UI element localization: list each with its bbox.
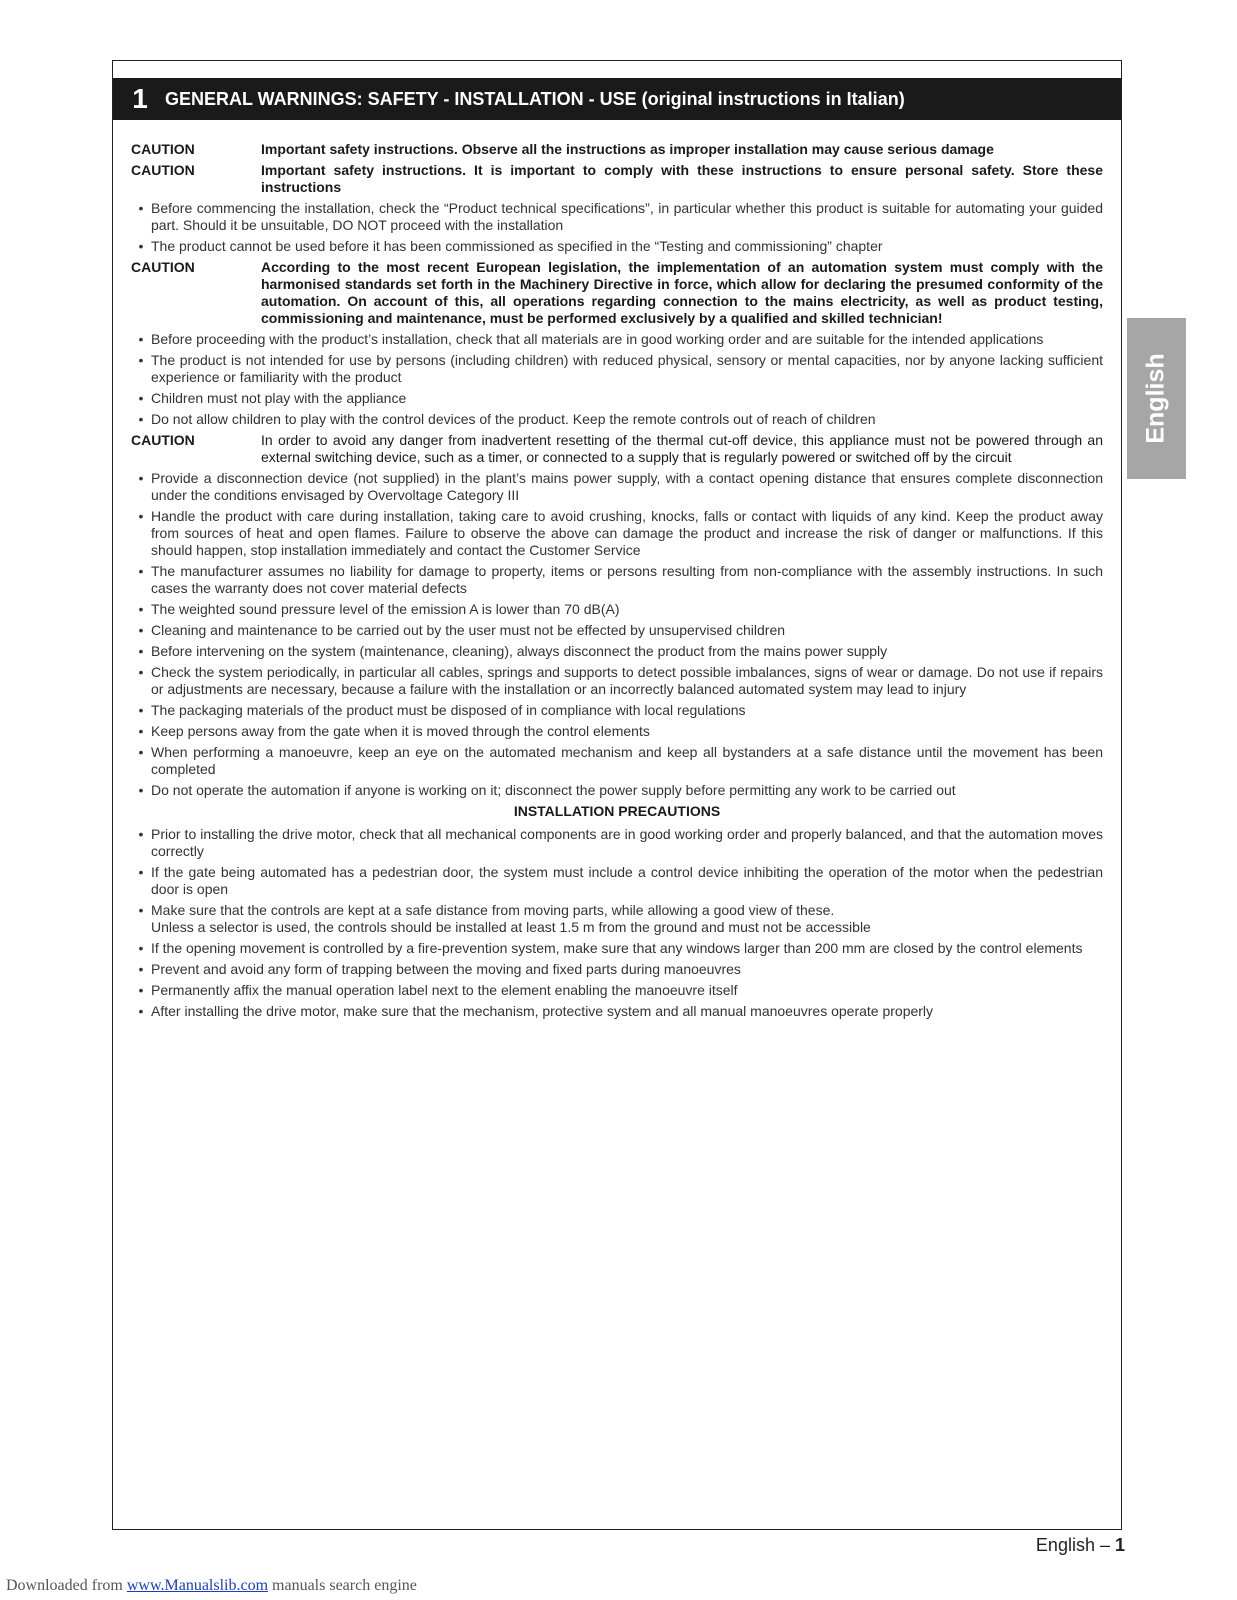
content-frame (112, 60, 1122, 1530)
list-item (131, 411, 1103, 428)
caution-block (131, 432, 1103, 466)
bullet-icon: • (138, 390, 144, 406)
list-item (131, 601, 1103, 618)
list-item (131, 940, 1103, 957)
page-number (1036, 1535, 1125, 1556)
bullet-icon: • (138, 470, 144, 486)
list-item-text: Prevent and avoid any form of trapping between the moving and fixed parts during manoeuvres (151, 961, 741, 977)
list-item-text: Before commencing the installation, check the “Product technical specifications”, in particular whether this product is suitable for automating your guided part. Should it be unsuitable, DO NOT proceed with the installation (151, 200, 1103, 233)
bullet-icon: • (138, 826, 144, 842)
bullet-icon: • (138, 902, 144, 918)
caution-label: CAUTION (131, 141, 195, 157)
list-item-text: Permanently affix the manual operation label next to the element enabling the manoeuvre itself (151, 982, 738, 998)
list-item (131, 622, 1103, 639)
list-item-text: Cleaning and maintenance to be carried out by the user must not be effected by unsupervised children (151, 622, 786, 638)
list-item-text: Keep persons away from the gate when it is moved through the control elements (151, 723, 650, 739)
bullet-icon: • (138, 508, 144, 524)
caution-label: CAUTION (131, 162, 195, 178)
list-item-text: Before proceeding with the product’s installation, check that all materials are in good working order and are suitable for the intended applications (151, 331, 1044, 347)
list-item (131, 702, 1103, 719)
list-item-text: Children must not play with the appliance (151, 390, 407, 406)
bullet-icon: • (138, 411, 144, 427)
list-item (131, 782, 1103, 799)
caution-block (131, 162, 1103, 196)
bullet-icon: • (138, 1003, 144, 1019)
list-item (131, 902, 1103, 936)
list-item-text: The packaging materials of the product must be disposed of in compliance with local regulations (151, 702, 746, 718)
bullet-icon: • (138, 723, 144, 739)
list-item-text: Do not allow children to play with the control devices of the product. Keep the remote controls out of reach of children (151, 411, 876, 427)
list-item (131, 390, 1103, 407)
caution-block (131, 141, 1103, 158)
list-item (131, 961, 1103, 978)
list-item-text: When performing a manoeuvre, keep an eye on the automated mechanism and keep all bystanders at a safe distance until the movement has been completed (151, 744, 1103, 777)
page-number-prefix: English – (1035, 1535, 1115, 1555)
bullet-icon: • (138, 864, 144, 880)
list-item-text: Provide a disconnection device (not supplied) in the plant’s mains power supply, with a contact opening distance that ensures complete disconnection under the conditions envisaged by Overvoltage Category III (151, 470, 1103, 503)
bullet-icon: • (138, 238, 144, 254)
bullet-icon: • (138, 961, 144, 977)
caution-text: Important safety instructions. Observe all the instructions as improper installation may cause serious damage (261, 141, 994, 157)
list-item-text: The weighted sound pressure level of the emission A is lower than 70 dB(A) (151, 601, 620, 617)
installation-precautions-heading: INSTALLATION PRECAUTIONS (513, 803, 721, 819)
list-item (131, 1003, 1103, 1020)
list-item (131, 723, 1103, 740)
list-item (131, 331, 1103, 348)
section-number: 1 (132, 83, 148, 114)
list-item-text: If the opening movement is controlled by a fire-prevention system, make sure that any windows larger than 200 mm are closed by the control elements (151, 940, 1083, 956)
footer-prefix: Downloaded from (6, 1577, 127, 1594)
list-item (131, 643, 1103, 660)
caution-label: CAUTION (131, 432, 195, 448)
list-item-text: Make sure that the controls are kept at a safe distance from moving parts, while allowing a good view of these. Unless a selector is used, the controls should be installed at least 1.5 m from the ground and must not be accessible (151, 902, 871, 935)
list-item (131, 744, 1103, 778)
caution-text: In order to avoid any danger from inadvertent resetting of the thermal cut-off device, this appliance must not be powered through an external switching device, such as a timer, or connected to a supply that is regularly powered or switched off by the circuit (261, 432, 1103, 465)
list-item-text: The product cannot be used before it has been commissioned as specified in the “Testing and commissioning” chapter (151, 238, 883, 254)
list-item-text: After installing the drive motor, make sure that the mechanism, protective system and all manual manoeuvres operate properly (151, 1003, 934, 1019)
download-footer (6, 1577, 417, 1595)
list-item (131, 982, 1103, 999)
list-item (131, 352, 1103, 386)
list-item (131, 238, 1103, 255)
list-item-text: Prior to installing the drive motor, check that all mechanical components are in good working order and properly balanced, and that the automation moves correctly (151, 826, 1103, 859)
section-header (113, 78, 1121, 120)
bullet-icon: • (138, 664, 144, 680)
page-number-value: 1 (1114, 1535, 1125, 1555)
bullet-icon: • (138, 601, 144, 617)
bullet-icon: • (138, 744, 144, 760)
list-item (131, 200, 1103, 234)
bullet-icon: • (138, 563, 144, 579)
caution-block (131, 259, 1103, 327)
list-item-text: Check the system periodically, in particular all cables, springs and supports to detect possible imbalances, signs of wear or damage. Do not use if repairs or adjustments are necessary, because a failure with the installation or an incorrectly balanced automated system may lead to injury (151, 664, 1103, 697)
manualslib-link[interactable]: www.Manualslib.com (126, 1577, 269, 1594)
list-item (131, 826, 1103, 860)
list-item-text: The product is not intended for use by persons (including children) with reduced physical, sensory or mental capacities, nor by anyone lacking sufficient experience or familiarity with the product (151, 352, 1103, 385)
list-item-text: Do not operate the automation if anyone is working on it; disconnect the power supply before permitting any work to be carried out (151, 782, 956, 798)
language-tab (1127, 318, 1186, 479)
list-item (131, 508, 1103, 559)
bullet-icon: • (138, 702, 144, 718)
list-item (131, 563, 1103, 597)
footer-suffix: manuals search engine (268, 1577, 417, 1594)
list-item-text: Handle the product with care during installation, taking care to avoid crushing, knocks, falls or contact with liquids of any kind. Keep the product away from sources of heat and open flames. Failure to observe the above can damage the product and increase the risk of danger or malfunctions. If this should happen, stop installation immediately and contact the Customer Service (151, 508, 1103, 558)
bullet-icon: • (138, 331, 144, 347)
bullet-icon: • (138, 200, 144, 216)
list-item (131, 470, 1103, 504)
list-item (131, 864, 1103, 898)
list-item (131, 664, 1103, 698)
list-item-text: Before intervening on the system (maintenance, cleaning), always disconnect the product from the mains power supply (151, 643, 888, 659)
caution-label: CAUTION (131, 259, 195, 275)
warnings-content (131, 141, 1103, 1024)
bullet-icon: • (138, 940, 144, 956)
bullet-icon: • (138, 622, 144, 638)
bullet-icon: • (138, 643, 144, 659)
language-tab-label: English (1142, 353, 1171, 444)
bullet-icon: • (138, 982, 144, 998)
bullet-icon: • (138, 782, 144, 798)
bullet-icon: • (138, 352, 144, 368)
caution-text: Important safety instructions. It is important to comply with these instructions to ensure personal safety. Store these instructions (261, 162, 1103, 195)
list-item-text: If the gate being automated has a pedestrian door, the system must include a control device inhibiting the operation of the motor when the pedestrian door is open (151, 864, 1103, 897)
section-title: GENERAL WARNINGS: SAFETY - INSTALLATION - USE (original instructions in Italian) (165, 88, 905, 109)
caution-text: According to the most recent European legislation, the implementation of an automation system must comply with the harmonised standards set forth in the Machinery Directive in force, which allow for declaring the presumed conformity of the automation. On account of this, all operations regarding connection to the mains electricity, as well as product testing, commissioning and maintenance, must be performed exclusively by a qualified and skilled technician! (261, 259, 1103, 326)
list-item-text: The manufacturer assumes no liability for damage to property, items or persons resulting from non-compliance with the assembly instructions. In such cases the warranty does not cover material defects (151, 563, 1103, 596)
